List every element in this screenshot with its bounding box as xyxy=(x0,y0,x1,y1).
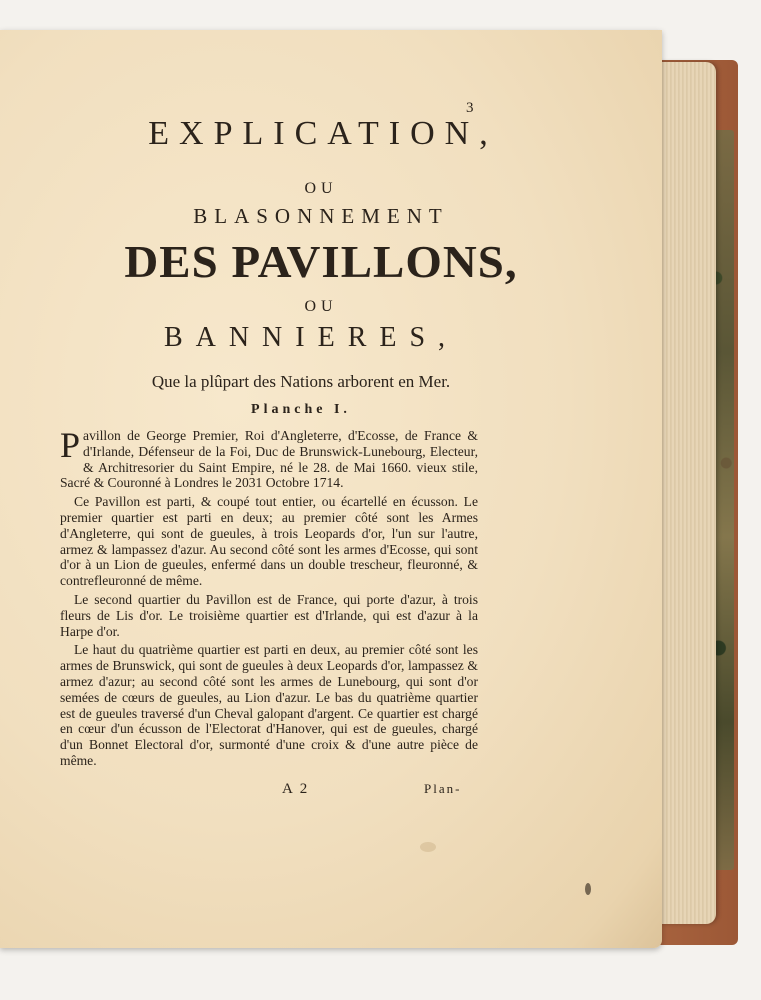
plate-heading: Planche I. xyxy=(251,402,351,417)
ink-mark xyxy=(585,883,591,895)
title-ou-2: OU xyxy=(304,298,338,315)
paper-stain xyxy=(420,842,436,852)
title-blasonnement: BLASONNEMENT xyxy=(193,204,449,228)
subtitle: Que la plûpart des Nations arborent en Mer. xyxy=(151,372,451,391)
body-text xyxy=(60,425,478,772)
paragraph-2: Ce Pavillon est parti, & coupé tout entier, ou écartellé en écusson. Le premier quartier est parti en deux; au premier côté sont les Armes d'Angleterre, qui sont de gueules, à trois Leopards d'or, l'un sur l'autre, armez & lampassez d'azur. Au second côté sont les armes d'Ecosse, qui sont d'or à un Lion de gueules, enfermé dans un double trescheur, fleuronné, & contrefleuronné de même. xyxy=(60,494,478,589)
catchword: Plan- xyxy=(424,781,462,796)
title-des-pavillons: DES PAVILLONS, xyxy=(124,236,518,287)
drop-cap: P xyxy=(60,425,81,465)
title-explication: EXPLICATION, xyxy=(148,115,498,152)
paragraph-3: Le second quartier du Pavillon est de France, qui porte d'azur, à trois fleurs de Lis d'or. Le troisième quartier est d'Irlande, qui est d'azur à la Harpe d'or. xyxy=(60,591,478,639)
paragraph-text: avillon de George Premier, Roi d'Angleterre, d'Ecosse, de France & d'Irlande, Défenseur de la Foi, Duc de Brunswick-Lunebourg, Electeur, & Architresorier du Saint Empire, né le 28. de Mai 1660. vieux stile, Sacré & Couronné à Londres le 2031 Octobre 1714. xyxy=(60,428,478,491)
title-ou-1: OU xyxy=(304,180,338,197)
paragraph-1 xyxy=(60,425,478,491)
signature-mark: A 2 xyxy=(282,781,310,797)
page-number: 3 xyxy=(466,100,474,116)
title-bannieres: BANNIERES, xyxy=(163,322,459,353)
paragraph-4: Le haut du quatrième quartier est parti en deux, au premier côté sont les armes de Brunswick, qui sont de gueules à deux Leopards d'or, lampassez & armez d'azur; au second côté sont les armes de Lunebourg, qui sont d'or semées de cœurs de gueules, au Lion d'azur. Le bas du quatrième quartier est de gueules traversé d'un Cheval galopant d'argent. Ce quartier est chargé en cœur d'un écusson de l'Electorat d'Hanover, qui est de gueules, chargé d'un Bonnet Electoral d'or, surmonté d'une croix & d'une autre pièce de même. xyxy=(60,642,478,768)
book-page xyxy=(0,30,662,948)
